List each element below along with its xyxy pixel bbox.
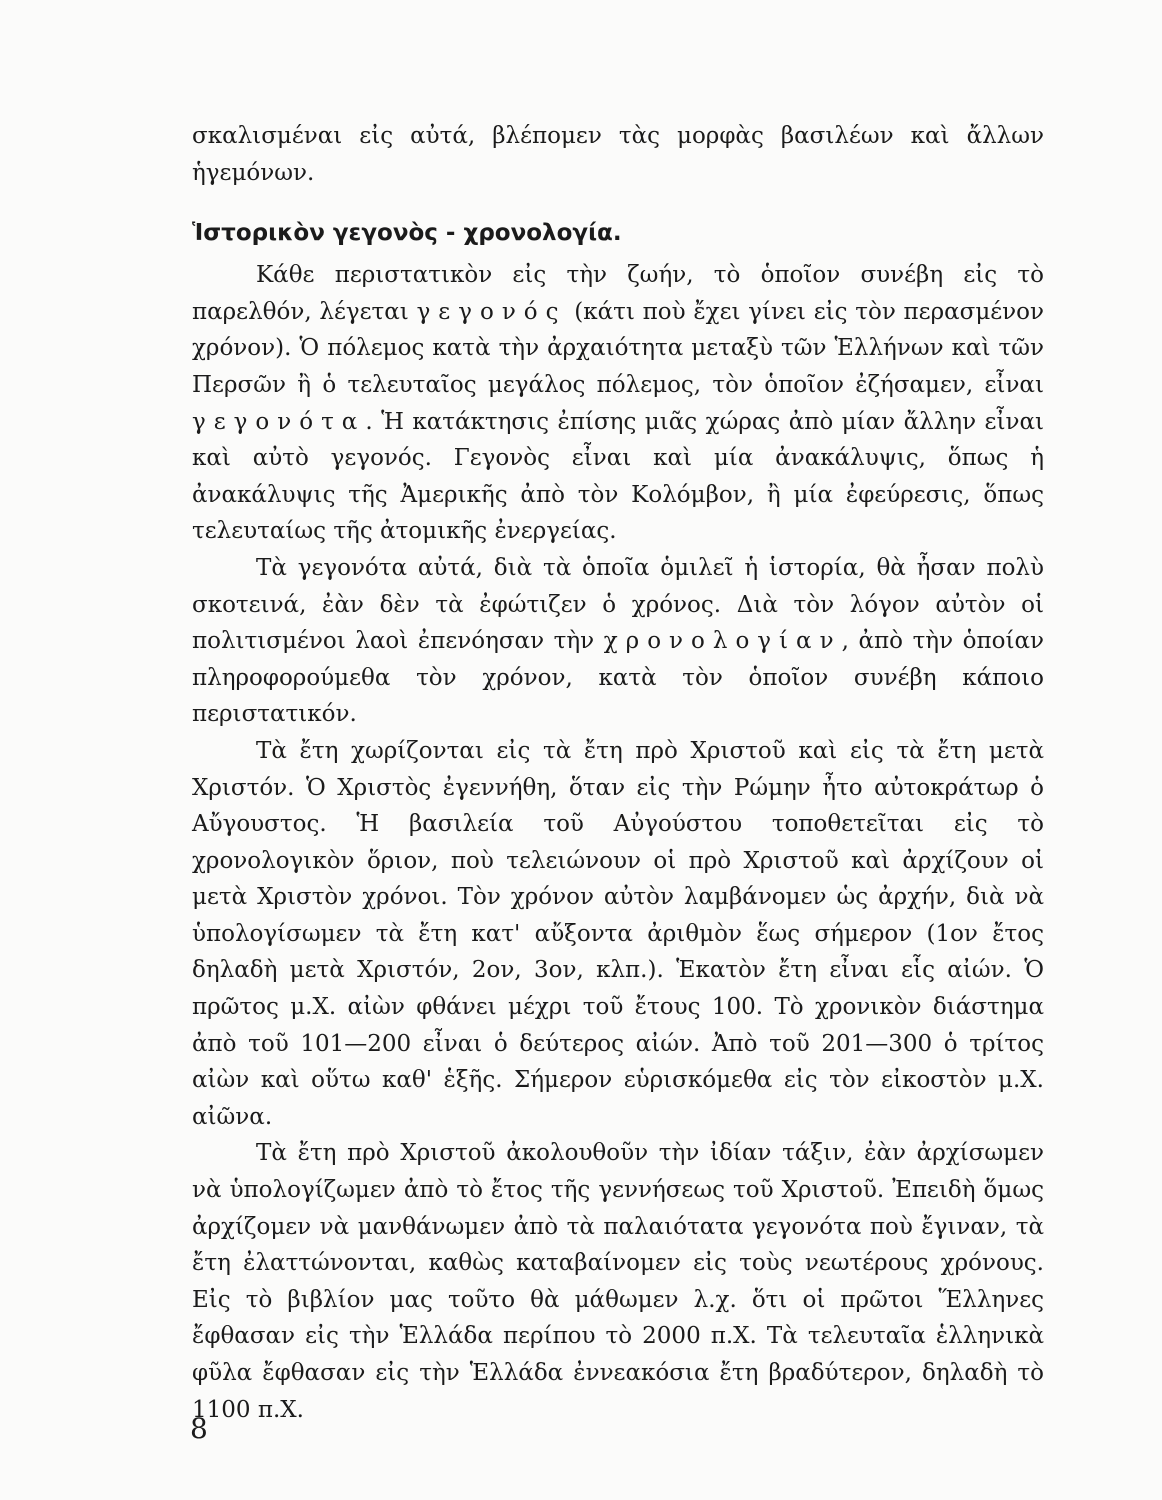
paragraph-years-after-christ: Τὰ ἔτη χωρίζονται εἰς τὰ ἔτη πρὸ Χριστοῦ καὶ εἰς τὰ ἔτη μετὰ Χριστόν. Ὁ Χριστὸς ἐγεννήθη, ὅταν εἰς τὴν Ρώμην ἦτο αὐτοκράτωρ ὁ Αὔγουστος. Ἡ βασιλεία τοῦ Αὐγούστου τοποθετεῖται εἰς τὸ χρονολογικὸν ὅριον, ποὺ τελειώνουν οἱ πρὸ Χριστοῦ καὶ ἀρχίζουν οἱ μετὰ Χριστὸν χρόνοι. Τὸν χρόνον αὐτὸν λαμβάνομεν ὡς ἀρχήν, διὰ νὰ ὑπολογίσωμεν τὰ ἔτη κατ' αὔξοντα ἀριθμὸν ἕως σήμερον (1ον ἔτος δηλαδὴ μετὰ Χριστόν, 2ον, 3ον, κλπ.). Ἑκατὸν ἔτη εἶναι εἷς αἰών. Ὁ πρῶτος μ.Χ. αἰὼν φθάνει μέχρι τοῦ ἔτους 100. Τὸ χρονικὸν διάστημα ἀπὸ τοῦ 101—200 εἶναι ὁ δεύτερος αἰών. Ἀπὸ τοῦ 201—300 ὁ τρίτος αἰὼν καὶ οὕτω καθ' ἑξῆς. Σήμερον εὑρισκόμεθα εἰς τὸν εἰκοστὸν μ.Χ. αἰῶνα. — [192, 737, 1044, 1130]
paragraph-chronology — [192, 550, 1044, 733]
opening-paragraph: σκαλισμέναι εἰς αὐτά, βλέπομεν τὰς μορφὰς βασιλέων καὶ ἄλλων ἡγεμόνων. — [192, 123, 1044, 186]
paragraph-event-definition — [192, 257, 1044, 550]
paragraph-text: Κάθε περιστατικὸν εἰς τὴν ζωήν, τὸ ὁποῖον συνέβη εἰς τὸ παρελθόν, λέγεται — [192, 262, 1044, 325]
section-heading: Ἱστορικὸν γεγονὸς - χρονολογία. — [192, 220, 622, 247]
spaced-term: χρονολογίαν — [603, 628, 842, 655]
spaced-term: γεγονότα — [192, 408, 366, 435]
paragraph-text: Τὰ γεγονότα αὐτά, διὰ τὰ ὁποῖα ὁμιλεῖ ἡ ἱστορία, θὰ ἦσαν πολὺ σκοτεινά, ἐὰν δὲν τὰ ἐφώτιζεν ὁ χρόνος. Διὰ τὸν λόγον αὐτὸν οἱ πολιτισμένοι λαοὶ ἐπενόησαν τὴν — [192, 554, 1044, 655]
paragraph-text: , ἀπὸ τὴν ὁποίαν πληροφορούμεθα τὸν χρόνον, κατὰ τὸν ὁποῖον συνέβη κάποιο περιστατικόν. — [192, 628, 1044, 728]
spaced-term: γεγονός — [416, 298, 567, 325]
paragraph-years-before-christ: Τὰ ἔτη πρὸ Χριστοῦ ἀκολουθοῦν τὴν ἰδίαν τάξιν, ἐὰν ἀρχίσωμεν νὰ ὑπολογίζωμεν ἀπὸ τὸ ἔτος τῆς γεννήσεως τοῦ Χριστοῦ. Ἐπειδὴ ὅμως ἀρχίζομεν νὰ μανθάνωμεν ἀπὸ τὰ παλαιότατα γεγονότα ποὺ ἔγιναν, τὰ ἔτη ἐλαττώνονται, καθὼς καταβαίνομεν εἰς τοὺς νεωτέρους χρόνους. Εἰς τὸ βιβλίον μας τοῦτο θὰ μάθωμεν λ.χ. ὅτι οἱ πρῶτοι Ἕλληνες ἔφθασαν εἰς τὴν Ἑλλάδα περίπου τὸ 2000 π.Χ. Τὰ τελευταῖα ἑλληνικὰ φῦλα ἔφθασαν εἰς τὴν Ἑλλάδα ἐννεακόσια ἔτη βραδύτερον, δηλαδὴ τὸ 1100 π.Χ. — [192, 1140, 1044, 1423]
page-text — [192, 118, 1044, 1428]
page-number: 8 — [190, 1412, 208, 1445]
paragraph-text: . Ἡ κατάκτησις ἐπίσης μιᾶς χώρας ἀπὸ μίαν ἄλλην εἶναι καὶ αὐτὸ γεγονός. Γεγονὸς εἶναι καὶ μία ἀνακάλυψις, ὅπως ἡ ἀνακάλυψις τῆς Ἀμερικῆς ἀπὸ τὸν Κολόμβον, ἢ μία ἐφεύρεσις, ὅπως τελευταίως τῆς ἀτομικῆς ἐνεργείας. — [192, 408, 1044, 545]
paragraph-text: (κάτι ποὺ ἔχει γίνει εἰς τὸν περασμένον χρόνον). Ὁ πόλεμος κατὰ τὴν ἀρχαιότητα μεταξὺ τῶν Ἑλλήνων καὶ τῶν Περσῶν ἢ ὁ τελευταῖος μεγάλος πόλεμος, τὸν ὁποῖον ἐζήσαμεν, εἶναι — [192, 298, 1044, 398]
